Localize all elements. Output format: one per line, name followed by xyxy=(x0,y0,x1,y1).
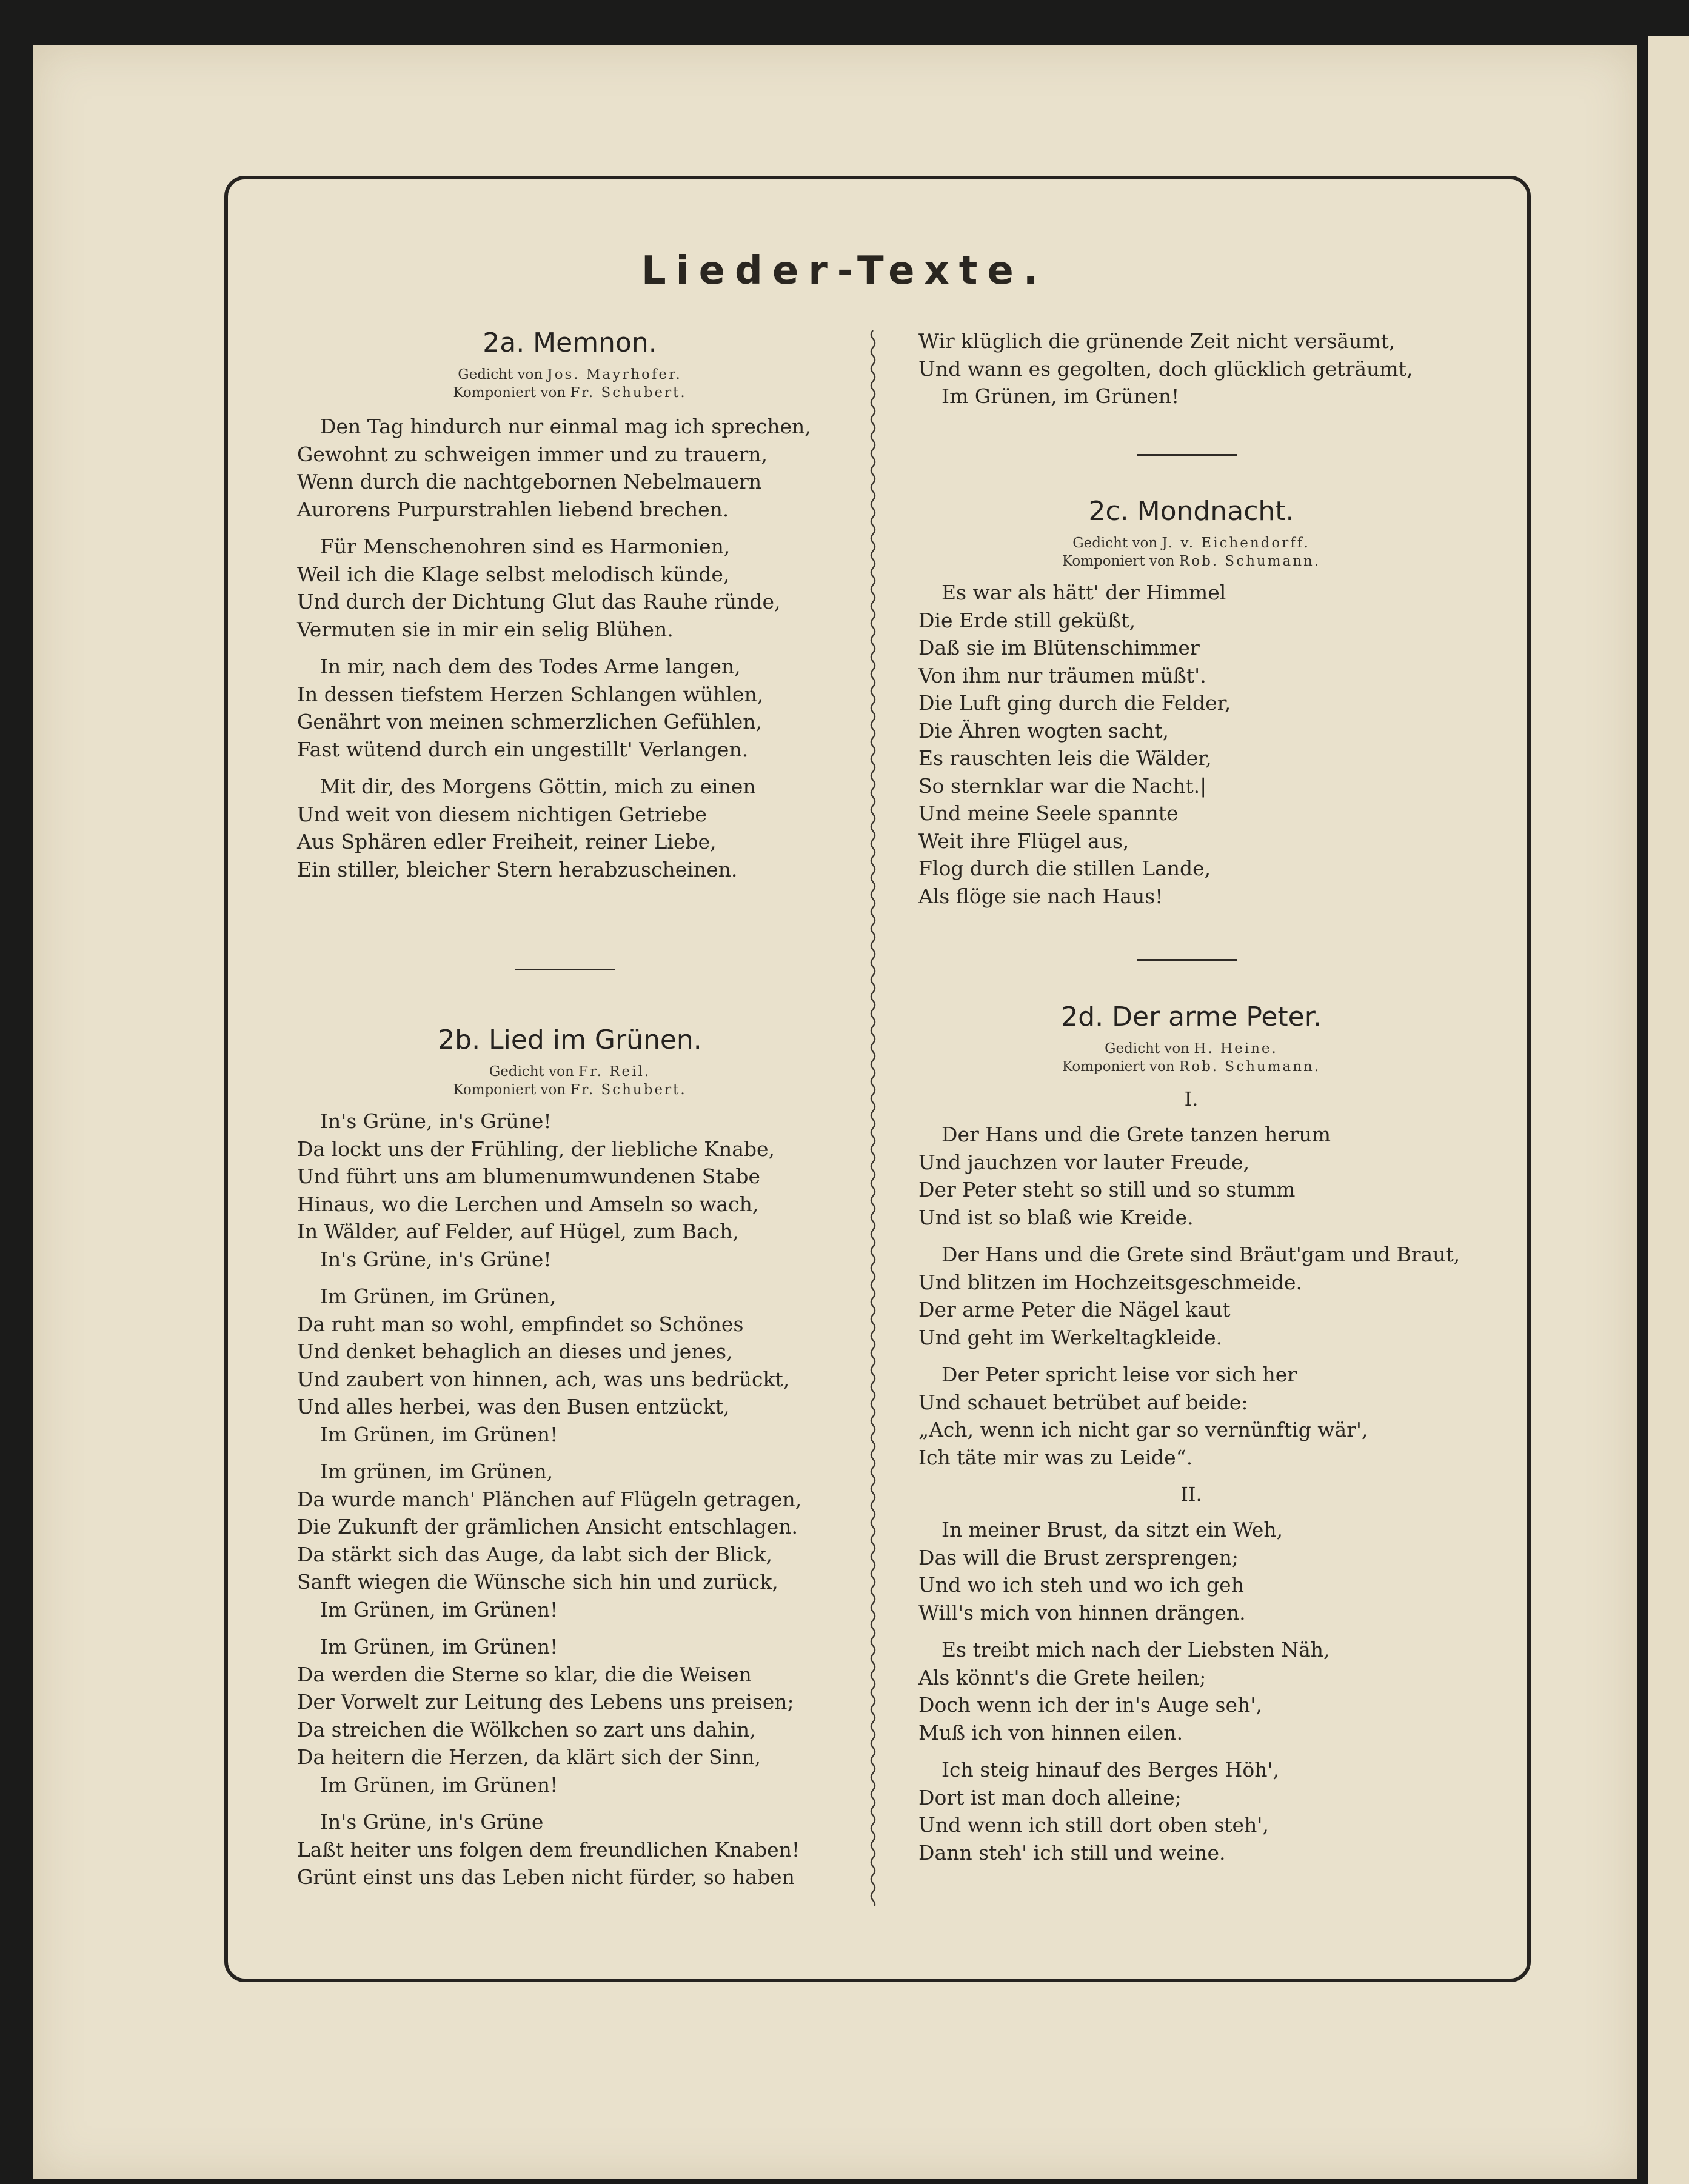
stanza xyxy=(297,653,843,763)
verse-line: Den Tag hindurch nur einmal mag ich sprechen, xyxy=(320,415,811,438)
section-rule xyxy=(515,969,615,970)
stanza xyxy=(297,1107,843,1273)
stanza xyxy=(297,533,843,643)
verse-line: Dort ist man doch alleine; xyxy=(918,1785,1182,1809)
verse-line: Und zaubert von hinnen, ach, was uns bedrückt, xyxy=(297,1367,790,1391)
verse-line: Flog durch die stillen Lande, xyxy=(918,857,1211,880)
continuation-stanza xyxy=(918,327,1464,410)
verse-line: Da heitern die Herzen, da klärt sich der Sinn, xyxy=(297,1745,761,1769)
part-numeral: II. xyxy=(1180,1483,1202,1506)
verse-line: Der Peter spricht leise vor sich her xyxy=(941,1363,1297,1386)
song-credit-composer: Komponiert von Rob. Schumann. xyxy=(1062,1059,1321,1075)
verse-line: Hinaus, wo die Lerchen und Amseln so wach, xyxy=(297,1192,759,1216)
verse-line: Von ihm nur träumen müßt'. xyxy=(918,663,1206,687)
song-lied-im-gruenen xyxy=(297,1024,843,1901)
verse-line: Es rauschten leis die Wälder, xyxy=(918,746,1212,770)
section-rule xyxy=(1137,454,1237,456)
stanza xyxy=(297,1458,843,1623)
song-credit-poet: Gedicht von Jos. Mayrhofer. xyxy=(458,367,682,382)
verse-line: Im grünen, im Grünen, xyxy=(320,1460,554,1483)
song-title: 2d. Der arme Peter. xyxy=(1061,1001,1322,1032)
song-stanzas xyxy=(297,413,843,883)
verse-line: Und wann es gegolten, doch glücklich geträumt, xyxy=(918,356,1413,381)
verse-line: Doch wenn ich der in's Auge seh', xyxy=(918,1693,1262,1717)
verse-line: In meiner Brust, da sitzt ein Weh, xyxy=(941,1518,1283,1541)
verse-line: Im Grünen, im Grünen, xyxy=(320,1284,557,1308)
verse-line: Da ruht man so wohl, empfindet so Schönes xyxy=(297,1312,744,1336)
verse-line: Da streichen die Wölkchen so zart uns dahin, xyxy=(297,1717,756,1742)
verse-line: Die Erde still geküßt, xyxy=(918,608,1136,632)
verse-line: Und denket behaglich an dieses und jenes, xyxy=(297,1340,733,1363)
adjacent-page-edge xyxy=(1648,36,1689,2184)
verse-line: Ich täte mir was zu Leide“. xyxy=(918,1445,1193,1469)
song-mondnacht xyxy=(918,496,1464,920)
column-divider-wavy xyxy=(864,330,882,1906)
stanza xyxy=(297,1283,843,1448)
song-credit-poet: Gedicht von J. v. Eichendorff. xyxy=(1072,535,1310,551)
verse-line: Und ist so blaß wie Kreide. xyxy=(918,1205,1194,1229)
verse-line: Und führt uns am blumenumwundenen Stabe xyxy=(297,1164,760,1188)
verse-line: Muß ich von hinnen eilen. xyxy=(918,1720,1183,1745)
verse-line: In dessen tiefstem Herzen Schlangen wühlen, xyxy=(297,682,764,706)
verse-line: Als könnt's die Grete heilen; xyxy=(918,1665,1206,1689)
verse-line: Und durch der Dichtung Glut das Rauhe ründe, xyxy=(297,590,781,613)
song-der-arme-peter xyxy=(918,1001,1464,1876)
verse-line: Da lockt uns der Frühling, der liebliche Knabe, xyxy=(297,1137,775,1161)
verse-line: So sternklar war die Nacht.| xyxy=(918,773,1207,798)
verse-line: Und alles herbei, was den Busen entzückt, xyxy=(297,1395,730,1418)
verse-line: Und weit von diesem nichtigen Getriebe xyxy=(297,802,707,826)
verse-line: Da werden die Sterne so klar, die die Weisen xyxy=(297,1662,752,1686)
verse-line: Es war als hätt' der Himmel xyxy=(941,581,1226,604)
verse-line: Im Grünen, im Grünen! xyxy=(320,1772,558,1797)
verse-line: Das will die Brust zersprengen; xyxy=(918,1545,1239,1569)
verse-line: Die Luft ging durch die Felder, xyxy=(918,691,1231,715)
stanza xyxy=(918,1361,1464,1471)
verse-line: Und meine Seele spannte xyxy=(918,801,1179,825)
verse-line: In's Grüne, in's Grüne! xyxy=(320,1247,552,1271)
verse-line: Wenn durch die nachtgebornen Nebelmauern xyxy=(297,470,762,493)
verse-line: Der Hans und die Grete sind Bräut'gam und Braut, xyxy=(941,1243,1460,1266)
verse-line: Fast wütend durch ein ungestillt' Verlangen. xyxy=(297,737,749,761)
verse-line: Aurorens Purpurstrahlen liebend brechen. xyxy=(297,497,729,521)
song-title: 2b. Lied im Grünen. xyxy=(438,1024,702,1055)
verse-line: Will's mich von hinnen drängen. xyxy=(918,1600,1246,1625)
song-credit-poet: Gedicht von H. Heine. xyxy=(1105,1041,1278,1057)
stanza xyxy=(918,1121,1464,1231)
verse-line: Und geht im Werkeltagkleide. xyxy=(918,1325,1223,1349)
verse-line: Da stärkt sich das Auge, da labt sich der Blick, xyxy=(297,1542,773,1566)
stanza xyxy=(918,1756,1464,1866)
verse-line: Dann steh' ich still und weine. xyxy=(918,1840,1226,1865)
verse-line: Wir klüglich die grünende Zeit nicht versäumt, xyxy=(918,329,1396,353)
verse-line: Da wurde manch' Plänchen auf Flügeln getragen, xyxy=(297,1487,802,1511)
song-stanzas xyxy=(297,1107,843,1891)
stanza xyxy=(918,1636,1464,1746)
verse-line: Der Peter steht so still und so stumm xyxy=(918,1178,1296,1201)
verse-line: Als flöge sie nach Haus! xyxy=(918,884,1163,908)
verse-line: Im Grünen, im Grünen! xyxy=(941,384,1180,408)
verse-line: Im Grünen, im Grünen! xyxy=(320,1635,558,1658)
song-title: 2c. Mondnacht. xyxy=(1088,496,1294,527)
verse-line: Und jauchzen vor lauter Freude, xyxy=(918,1150,1250,1174)
page-title: Lieder-Texte. xyxy=(641,249,1048,293)
song-memnon xyxy=(297,327,843,893)
verse-line: Genährt von meinen schmerzlichen Gefühlen, xyxy=(297,710,762,733)
verse-line: In's Grüne, in's Grüne xyxy=(320,1810,544,1834)
song-title: 2a. Memnon. xyxy=(483,327,657,358)
verse-line: Gewohnt zu schweigen immer und zu trauern, xyxy=(297,442,768,466)
verse-line: Ich steig hinauf des Berges Höh', xyxy=(941,1758,1280,1782)
song-stanzas xyxy=(918,1516,1464,1866)
section-rule xyxy=(1137,959,1237,961)
verse-line: Im Grünen, im Grünen! xyxy=(320,1422,558,1446)
verse-line: Und wenn ich still dort oben steh', xyxy=(918,1813,1269,1837)
verse-line: Grünt einst uns das Leben nicht fürder, so haben xyxy=(297,1865,795,1889)
verse-line: Weit ihre Flügel aus, xyxy=(918,829,1129,853)
verse-line: In mir, nach dem des Todes Arme langen, xyxy=(320,655,741,678)
part-numeral: I. xyxy=(1184,1087,1199,1110)
verse-line: Der arme Peter die Nägel kaut xyxy=(918,1298,1231,1321)
verse-line: Und blitzen im Hochzeitsgeschmeide. xyxy=(918,1270,1303,1294)
song-credit-composer: Komponiert von Rob. Schumann. xyxy=(1062,553,1321,569)
verse-line: Im Grünen, im Grünen! xyxy=(320,1597,558,1621)
verse-line: Und schauet betrübet auf beide: xyxy=(918,1390,1248,1414)
verse-line: Vermuten sie in mir ein selig Blühen. xyxy=(297,617,674,641)
verse-line: Und wo ich steh und wo ich geh xyxy=(918,1573,1244,1597)
verse-line: Ein stiller, bleicher Stern herabzuscheinen. xyxy=(297,857,738,881)
verse-line: Weil ich die Klage selbst melodisch künde, xyxy=(297,562,730,586)
song-credit-composer: Komponiert von Fr. Schubert. xyxy=(453,385,687,401)
song-credit-poet: Gedicht von Fr. Reil. xyxy=(489,1064,651,1080)
verse-line: Die Ähren wogten sacht, xyxy=(918,718,1169,743)
verse-line: Aus Sphären edler Freiheit, reiner Liebe, xyxy=(297,830,717,853)
verse-line: Die Zukunft der grämlichen Ansicht entschlagen. xyxy=(297,1515,798,1538)
song-stanzas xyxy=(918,579,1464,910)
stanza xyxy=(297,413,843,523)
verse-line: In's Grüne, in's Grüne! xyxy=(320,1109,552,1133)
stanza xyxy=(918,1516,1464,1626)
stanza xyxy=(297,1633,843,1798)
stanza xyxy=(918,1241,1464,1351)
song-credit-composer: Komponiert von Fr. Schubert. xyxy=(453,1082,687,1098)
verse-line: Der Vorwelt zur Leitung des Lebens uns preisen; xyxy=(297,1690,794,1714)
stanza xyxy=(297,1808,843,1891)
verse-line: In Wälder, auf Felder, auf Hügel, zum Bach, xyxy=(297,1220,739,1243)
song-stanzas xyxy=(918,1121,1464,1471)
stanza xyxy=(297,773,843,883)
verse-line: Der Hans und die Grete tanzen herum xyxy=(941,1123,1331,1146)
verse-line: Laßt heiter uns folgen dem freundlichen Knaben! xyxy=(297,1837,800,1862)
stanza xyxy=(918,579,1464,910)
verse-line: Sanft wiegen die Wünsche sich hin und zurück, xyxy=(297,1570,778,1594)
song-lied-im-gruenen-continued xyxy=(918,327,1464,420)
verse-line: „Ach, wenn ich nicht gar so vernünftig wär', xyxy=(918,1418,1368,1441)
verse-line: Für Menschenohren sind es Harmonien, xyxy=(320,535,731,558)
verse-line: Mit dir, des Morgens Göttin, mich zu einen xyxy=(320,775,756,798)
verse-line: Daß sie im Blütenschimmer xyxy=(918,636,1200,660)
verse-line: Es treibt mich nach der Liebsten Näh, xyxy=(941,1638,1330,1661)
